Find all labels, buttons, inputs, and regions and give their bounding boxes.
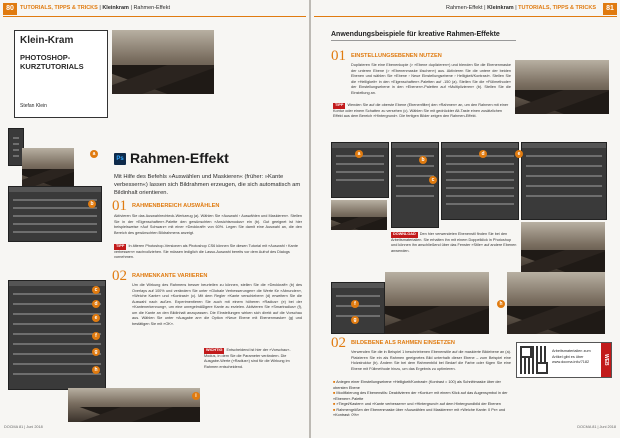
footer: DOCMA 81 | Juni 2018 [577, 425, 616, 429]
example-image-5 [507, 272, 605, 334]
title-box-title: Klein-Kram [20, 35, 74, 46]
running-title: Rahmen-Effekt [445, 5, 483, 11]
badge: g [92, 348, 100, 356]
hero-image [112, 30, 214, 94]
step-heading: BILDEBENE ALS RAHMEN EINSETZEN [351, 340, 455, 346]
list-item: ■ Rahmengrößen der Ebenenmaske über »Auswählen und Maskieren« mit »Weiche Kante: 0 Px« und »Kontrast: 0%« [333, 408, 513, 419]
qr-code-icon[interactable] [520, 346, 548, 374]
badge: e [92, 314, 100, 322]
list-item: ■ »Tiegel/Kasten« und »Kante verbessern« und »Hintergrund« auf dem Hintergrundbild der Ebenen [333, 402, 513, 408]
wichtig-box [204, 348, 302, 370]
running-section: TUTORIALS, TIPPS & TRICKS [518, 5, 596, 11]
wichtig-tag: WICHTIG [206, 348, 223, 352]
tip-text: In älteren Photoshop-Versionen als Photoshop CS6 können Sie diesen Tutorial mit »Auswahl › Kante verbessern« nachvollziehen. Sie müssen lediglich die Lasso-Auswahl bereits vor dem Aufruf des Dialogs vornehmen. [114, 244, 298, 259]
download-text: Den hier verwendeten Ebenenstil finden Sie bei den Arbeitsmaterialien. Sie erhalten ihn mit einem Doppelklick in Photoshop und können ihn anschließend über das Fenster »Stile« auf andere Ebenen anwenden. [391, 232, 517, 253]
badge: e [515, 150, 523, 158]
download-box-qr [516, 342, 612, 378]
web-label: WEB [601, 343, 611, 377]
result-image [68, 388, 200, 422]
example-image-1 [515, 60, 609, 114]
footer: DOCMA 81 | Juni 2018 [4, 425, 43, 429]
badge: g [351, 316, 359, 324]
header-rule [314, 16, 617, 17]
layers-panel-2 [331, 282, 385, 334]
badge: c [92, 286, 100, 294]
running-title: Rahmen-Effekt [133, 5, 171, 11]
step-heading: RAHMENBEREICH AUSWÄHLEN [132, 203, 220, 209]
running-header: TUTORIALS, TIPPS & TRICKS | Kleinkram | Rahmen-Effekt [20, 5, 171, 11]
badge: h [497, 300, 505, 308]
running-header: Rahmen-Effekt | Kleinkram | TUTORIALS, TIPPS & TRICKS [445, 5, 596, 11]
list-item: ■ Modifizierung des Ebenenstils: Deaktivieren der »Kontur« mit einem Klick auf das Augensymbol in der »Ebenen«-Palette [333, 391, 513, 402]
badge: a [90, 150, 98, 158]
author: Stefan Klein [20, 103, 47, 109]
badge: b [419, 156, 427, 164]
left-page [0, 0, 309, 438]
step-number: 02 [112, 268, 127, 284]
layers-panel [391, 142, 439, 228]
running-section: TUTORIALS, TIPPS & TRICKS [20, 5, 98, 11]
title-box [14, 30, 108, 118]
step-body: Duplizieren Sie eine Ebenenkopie (> »Ebene duplizieren«) und blenden Sie die Ebenenmaske der unteren Ebene (> »Ebenenmaske löschen«) aus. Aktivieren Sie die untere der beiden Ebenen und wählen Sie »Ebene › Neue Einstellungsebene › Helligkeit/Kontrast«. Stellen Sie die »Helligkeit« in den »Eigenschaften«-Paletten auf -150 (a). Stellen Sie die »Füllmethode« der Einstellungsebene in den »Ebenen«-Paletten auf »Multiplizieren« (b). Stellen Sie die Einstellung an. [351, 63, 511, 95]
step-image-1 [22, 148, 74, 186]
step-number: 01 [331, 48, 346, 64]
download-box [391, 232, 517, 254]
title-box-subtitle: PHOTOSHOP-KURZTUTORIALS [20, 53, 84, 71]
qr-text: Arbeitsmaterialien zum Artikel gibt es über www.docma.info/7182 [552, 349, 591, 364]
badge: b [88, 200, 96, 208]
photoshop-icon: Ps [114, 153, 126, 165]
properties-panel-1 [8, 186, 102, 242]
wichtig-text: Entscheidend ist hier der »Vorschau«-Modus, in dem Sie die Parameter verändern. Die Ausgabe-Werte (»Radius«) sind für die Wirkung im Rahmen entscheidend. [204, 348, 291, 369]
download-tag: DOWNLOAD [393, 232, 416, 236]
badge: a [355, 150, 363, 158]
stroke-settings-panel [521, 142, 607, 220]
badge: i [192, 392, 200, 400]
step-heading: RAHMENKANTE VARIIEREN [132, 273, 208, 279]
badge: d [479, 150, 487, 158]
example-image-3 [521, 222, 605, 272]
right-page [311, 0, 620, 438]
title-rule [331, 40, 516, 41]
step-body: Um die Wirkung des Rahmens besser beurteilen zu können, stellen Sie die »Deckkraft« (b) des Overlays auf 100% und verändern Sie unter »Globale Verbesserungen« die Werte für »Abrunden«, »Weiche Kante« und »Kontrast« (c). Mit dem Regler »Kante verschieben« (d) erweitern Sie die Auswahl nach außen. Experimentieren Sie auch mit einem höheren »Radius« (e) bei der »Kantenerkennung«, um eine unregelmäßigere Kante zu erzielen. Aktivieren Sie »Smartradius« (f), um die Kante an den Bildinhalt anzupassen. Die Einstellungen wirken sich direkt auf die Vorschau aus. Wählen Sie unter »Ausgabe an« die Option »Neue Ebene mit Ebenenmaske« (g) und bestätigen Sie mit »OK«. [132, 283, 302, 326]
header-rule [3, 16, 306, 17]
example-image-2 [331, 200, 387, 230]
badge: f [92, 332, 100, 340]
section-title: Anwendungsbeispiele für kreative Rahmen-Effekte [331, 31, 500, 38]
page-number: 81 [603, 3, 617, 15]
list-item: ■ Anlegen einer Einstellungsebene »Helligkeit/Kontrast« (Kontrast = 100) als Schnittmaske über der obersten Ebene [333, 380, 513, 391]
tip-text: Wenden Sie auf die oberste Ebene (Ebenenfilter) den »Rahmen« an, um den Rahmen mit einer Kontur oder einem Schatten zu versehen (c). Wählen Sie mit gedrückter Alt-Taste einen zusätzlichen Effekt aus dem Bereich »Hintergrund«. Die fertigen Bilder zeigen den Rahmen-Effekt. [333, 103, 509, 118]
step-body: Aktivieren Sie das Auswahlrechteck-Werkzeug (a). Wählen Sie »Auswahl › Auswählen und Maskieren«. Stellen Sie in der »Eigenschaften«-Palette den gewünschten »Ansichtsmodus« ein (b). Gut geeignet ist hier beispielsweise »Auf Schwarz« mit einer »Deckkraft« von 60%. Legen Sie damit eine Auswahl an, die den Bereich des gewünschten Bildrahmens anzeigt. [114, 214, 302, 235]
badge: f [351, 300, 359, 308]
step-number: 01 [112, 198, 127, 214]
step-number: 02 [331, 335, 346, 351]
tip-box [114, 244, 302, 261]
badge: h [92, 366, 100, 374]
step-heading: EINSTELLUNGSEBENEN NUTZEN [351, 53, 442, 59]
tip-box [333, 103, 511, 120]
badge: d [92, 300, 100, 308]
intro-text: Mit Hilfe des Befehls »Auswählen und Maskieren« (früher: »Kante verbessern«) lassen sich Bildrahmen erzeugen, die sich automatisch am Bildinhalt orientieren. [114, 174, 301, 196]
badge: c [429, 176, 437, 184]
tip-tag: TIPP [116, 244, 125, 248]
running-topic: Kleinkram [487, 5, 514, 11]
tip-tag: TIPP [335, 103, 344, 107]
step-body: Verwenden Sie die in Beispiel 1 beschriebenen Ebenenstile auf die maskierte Bildebene an (a). Platzieren Sie ein als Rahmen geeignetes Bild unterhalb dieser Ebene – zum Beispiel eine Holzstruktur (b). Ändern Sie bei dem Rahmenbild bei Bedarf die Farbe oder fügen Sie eine Ebene mit Füllmethode hinzu, um das Ergebnis zu optimieren. [351, 350, 511, 371]
running-topic: Kleinkram [102, 5, 129, 11]
page-number: 80 [3, 3, 17, 15]
bullet-list [333, 380, 513, 419]
example-image-4 [385, 272, 489, 334]
page-title: Rahmen-Effekt [130, 150, 229, 166]
